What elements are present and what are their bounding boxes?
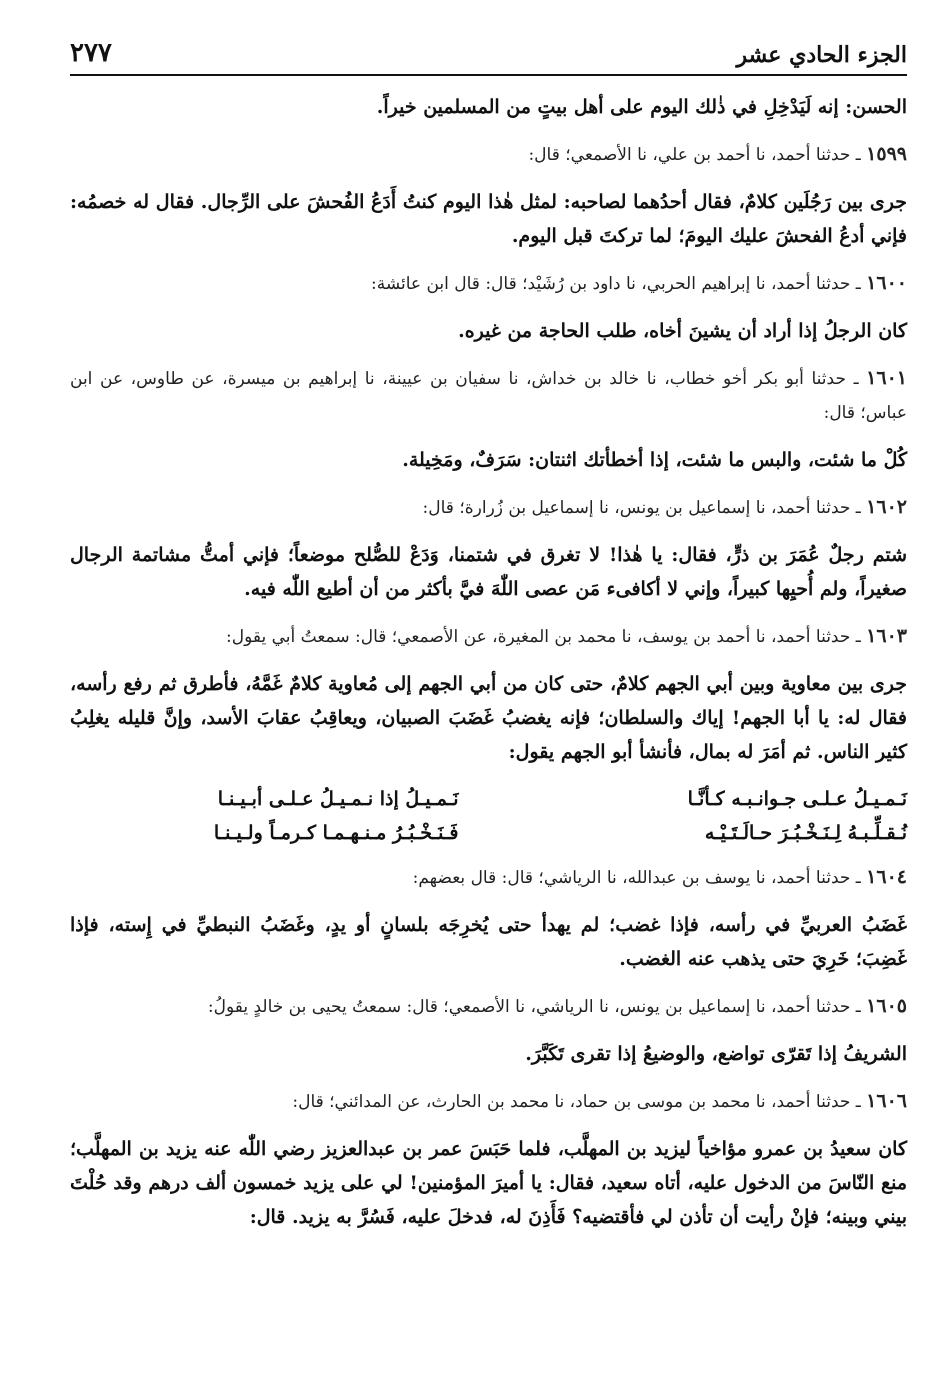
narration-chain: ١٦٠٦ ـ حدثنا أحمد، نا محمد بن موسى بن حماد، نا محمد بن الحارث، عن المدائني؛ قال: [292,1090,907,1112]
narration-chain: ١٥٩٩ ـ حدثنا أحمد، نا أحمد بن علي، نا الأصمعي؛ قال: [528,143,907,165]
verse-hemistich: نُـقـلِّـبـهُ لِـنَـخْـبُـرَ حـالَـتَـيْـه [704,822,907,844]
text-paragraph: كان سعيدُ بن عمرو مؤاخياً ليزيد بن المهلَّب، فلما حَبَسَ عمر بن عبدالعزيز رضي اللّٰه عنه يزيد بن المهلَّب؛ منع النّاسَ من الدخول عليه، أتاه سعيد، فقال: يا أميرَ المؤمنين! لي على يزيد خمسون ألف درهم وقد حُلْتَ بيني وبينه؛ فإنْ رأيت أن تأذن لي فأقتضيه؟ فَأَذِنَ له، فدخلَ عليه، فَسُرَّ به يزيد. قال: [70,1138,907,1228]
text-paragraph: غَضَبُ العربيِّ في رأسه، فإذا غضب؛ لم يهدأ حتى يُخرِجَه بلسانٍ أو يدٍ، وغَضَبُ النبطيِّ في إِسته، فإذا غَضِبَ؛ خَرِيَ حتى يذهب عنه الغضب. [70,914,907,970]
hadith-number: ١٦٠٦ [866,1090,907,1112]
page-header [70,22,907,76]
text-paragraph: الشريفُ إذا تَقرّى تواضع، والوضيعُ إذا تقرى تَكَبَّرَ. [525,1043,907,1065]
hadith-number: ١٦٠٠ [866,272,907,294]
hadith-number: ١٦٠٥ [866,995,907,1017]
text-paragraph: شتم رجلٌ عُمَرَ بن ذرٍّ، فقال: يا هٰذا! لا تغرق في شتمنا، وَدَعْ للصُّلح موضعاً؛ فإني أمتُّ مشاتمة الرجال صغيراً، ولم أُحيِها كبيراً، وإني لا أكافىء مَن عصى اللّٰهَ فيَّ بأكثر من أن أطيع اللّٰه فيه. [70,544,907,600]
verse-hemistich: فَـنَـخْـبُـرُ مـنـهـمـا كـرمـاً ولـيـنـا [213,822,459,844]
narration-chain: ١٦٠٠ ـ حدثنا أحمد، نا إبراهيم الحربي، نا داود بن رُشَيْد؛ قال: قال ابن عائشة: [371,272,907,294]
poem-verses [70,782,907,850]
verse-hemistich: نَـمـيـلُ إذا نـمـيـلُ عـلـى أبـيـنـا [217,788,459,810]
text-paragraph: كان الرجلُ إذا أراد أن يشينَ أخاه، طلب الحاجة من غيره. [458,320,907,342]
narration-chain: ١٦٠٣ ـ حدثنا أحمد، نا أحمد بن يوسف، نا محمد بن المغيرة، عن الأصمعي؛ قال: سمعتُ أبي يقول: [226,625,907,647]
narration-chain: ١٦٠٥ ـ حدثنا أحمد، نا إسماعيل بن يونس، نا الرياشي، نا الأصمعي؛ قال: سمعتُ يحيى بن خالدٍ يقولُ: [207,995,907,1017]
page-number: ٢٧٧ [70,38,112,68]
verse-hemistich: نَـمـيـلُ عـلـى جـوانـبـه كـأنَّـا [687,788,907,810]
hadith-number: ١٦٠٤ [866,866,907,888]
hadith-number: ١٦٠١ [866,367,907,389]
hadith-number: ١٦٠٢ [866,496,907,518]
part-title: الجزء الحادي عشر [736,42,907,68]
hadith-number: ١٥٩٩ [866,143,907,165]
hadith-number: ١٦٠٣ [866,625,907,647]
narration-chain: ١٦٠٤ ـ حدثنا أحمد، نا يوسف بن عبدالله، نا الرياشي؛ قال: قال بعضهم: [412,866,907,888]
narration-chain: ١٦٠٢ ـ حدثنا أحمد، نا إسماعيل بن يونس، نا إسماعيل بن زُرارة؛ قال: [422,496,907,518]
text-paragraph: جرى بين معاوية وبين أبي الجهم كلامٌ، حتى كان من أبي الجهم إلى مُعاوية كلامٌ غَمَّهُ، فأطرق ثم رفع رأسه، فقال له: يا أبا الجهم! إياك والسلطان؛ فإنه يغضبُ غَضَبَ الصبيان، ويعاقِبُ عقابَ الأسد، وإنَّ قليله يغلِبُ كثير الناس. ثم أمَرَ له بمال، فأنشأ أبو الجهم يقول: [70,673,907,763]
narration-chain: ١٦٠١ ـ حدثنا أبو بكر أخو خطاب، نا خالد بن خداش، نا سفيان بن عيينة، نا إبراهيم بن ميسرة، عن طاوس، عن ابن عباس؛ قال: [70,367,907,423]
text-paragraph: جرى بين رَجُلَين كلامٌ، فقال أحدُهما لصاحبه: لمثل هٰذا اليوم كنتُ أَدَعُ الفُحشَ على الرِّجال. فقال له خصمُه: فإني أدعُ الفحشَ عليك اليومَ؛ لما تركتَ قبل اليوم. [70,191,907,247]
text-paragraph: كُلْ ما شئت، والبس ما شئت، إذا أخطأتك اثنتان: سَرَفٌ، ومَخِيلة. [402,449,907,471]
page-body [70,90,907,1247]
text-paragraph: الحسن: إنه لَيَدْخِلِ في ذٰلك اليوم على أهل بيتٍ من المسلمين خيراً. [376,96,907,118]
